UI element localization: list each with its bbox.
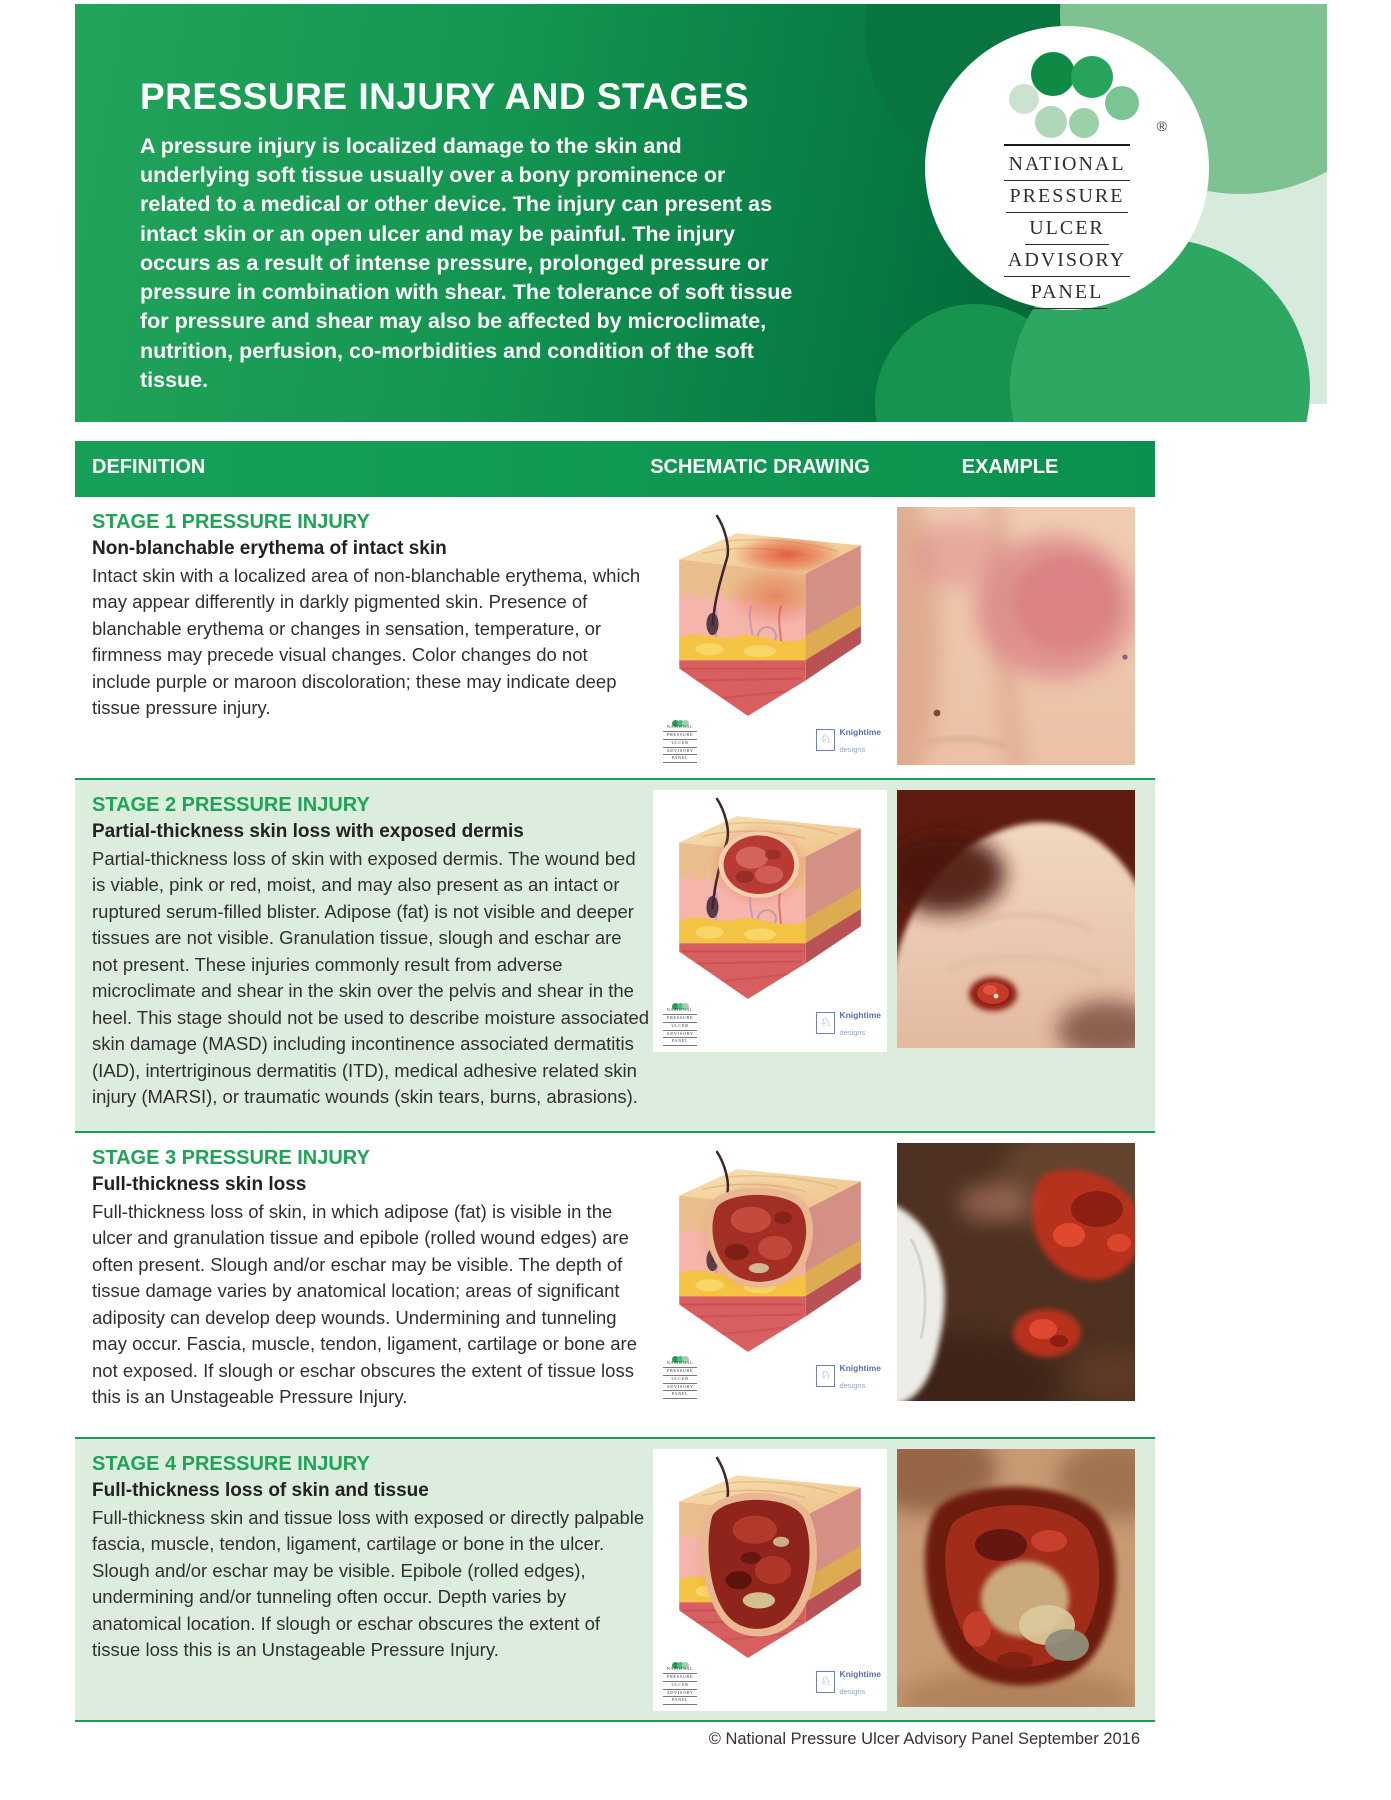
stage-2-section — [75, 778, 1155, 1133]
stage-2-body: Partial-thickness loss of skin with exposed dermis. The wound bed is viable, pink or red, moist, and may also present as an intact or ruptured serum-filled blister. Adipose (fat) is not visible and deeper tissues are not visible. Granulation tissue, slough and eschar are not present. These injuries commonly result from adverse microclimate and shear in the skin over the pelvis and shear in the heel. This stage should not be used to describe moisture associated skin damage (MASD) including incontinence associated dermatitis (IAD), intertriginous dermatitis (ITD), medical adhesive related skin injury (MARSI), or traumatic wounds (skin tears, burns, abrasions). — [92, 848, 650, 1108]
stage-3-body: Full-thickness loss of skin, in which adipose (fat) is visible in the ulcer and granulation tissue and epibole (rolled wound edges) are often present. Slough and/or eschar may be visible. The depth of tissue damage varies by anatomical location; areas of significant adiposity can develop deep wounds. Undermining and tunneling may occur. Fascia, muscle, tendon, ligament, cartilage or bone are not exposed. If slough or eschar obscures the extent of tissue loss this is an Unstageable Pressure Injury. — [92, 1201, 637, 1408]
npuap-watermark: NATIONAL PRESSURE ULCER ADVISORY PANEL — [655, 1656, 705, 1705]
stage-2-example-photo — [897, 790, 1135, 1048]
npuap-logo-circles-icon — [1009, 52, 1139, 144]
knightime-icon: ♘ — [816, 1012, 835, 1034]
stage-1-schematic-drawing — [653, 507, 887, 727]
stage-1-section — [75, 497, 1155, 778]
npuap-watermark: NATIONAL PRESSURE ULCER ADVISORY PANEL — [655, 714, 705, 763]
npuap-watermark: NATIONAL PRESSURE ULCER ADVISORY PANEL — [655, 997, 705, 1046]
knightime-icon: ♘ — [816, 1671, 835, 1693]
npuap-logo-text: NATIONAL PRESSURE ULCER ADVISORY PANEL — [925, 144, 1209, 309]
stage-2-definition — [92, 794, 650, 1111]
stage-4-subheading: Full-thickness loss of skin and tissue — [92, 1480, 429, 1501]
stage-3-example-photo — [897, 1143, 1135, 1401]
stage-3-schematic — [653, 1143, 887, 1405]
stage-4-heading: STAGE 4 PRESSURE INJURY — [92, 1453, 370, 1475]
column-example: EXAMPLE — [961, 456, 1059, 478]
page-title: PRESSURE INJURY AND STAGES — [140, 76, 750, 117]
knightime-icon: ♘ — [816, 1365, 835, 1387]
stage-4-body: Full-thickness skin and tissue loss with exposed or directly palpable fascia, muscle, tendon, ligament, cartilage or bone in the ulcer. Slough and/or eschar may be visible. Epibole (rolled edges), undermining and/or tunneling often occur. Depth varies by anatomical location. If slough or eschar obscures the extent of tissue loss this is an Unstageable Pressure Injury. — [92, 1507, 645, 1661]
registered-mark: ® — [1156, 118, 1167, 134]
stage-2-subheading: Partial-thickness skin loss with exposed dermis — [92, 821, 524, 842]
stage-4-schematic — [653, 1449, 887, 1711]
table-header-bar — [75, 441, 1155, 497]
stage-1-example-photo — [897, 507, 1135, 765]
knightime-watermark: ♘ Knightime designs — [816, 1665, 881, 1699]
stage-1-schematic — [653, 507, 887, 769]
stage-2-schematic-drawing — [653, 790, 887, 1010]
knightime-icon: ♘ — [816, 729, 835, 751]
stage-1-heading: STAGE 1 PRESSURE INJURY — [92, 511, 370, 533]
knightime-watermark: ♘ Knightime designs — [816, 1006, 881, 1040]
stage-3-schematic-drawing — [653, 1143, 887, 1363]
stage-3-section — [75, 1133, 1155, 1437]
stage-2-heading: STAGE 2 PRESSURE INJURY — [92, 794, 370, 816]
intro-paragraph: A pressure injury is localized damage to the skin and underlying soft tissue usually over a bony prominence or related to a medical or other device. The injury can present as intact skin or an open ulcer and may be painful. The injury occurs as a result of intense pressure, prolonged pressure or pressure in combination with shear. The tolerance of soft tissue for pressure and shear may also be affected by microclimate, nutrition, perfusion, co-morbidities and condition of the soft tissue. — [140, 134, 793, 392]
copyright-footer: © National Pressure Ulcer Advisory Panel September 2016 — [708, 1730, 1140, 1748]
stage-3-subheading: Full-thickness skin loss — [92, 1174, 307, 1195]
stage-4-section — [75, 1437, 1155, 1722]
stage-1-subheading: Non-blanchable erythema of intact skin — [92, 538, 447, 559]
column-schematic-drawing: SCHEMATIC DRAWING — [650, 456, 870, 478]
page-header — [75, 4, 1327, 422]
npuap-logo — [925, 26, 1209, 310]
stage-2-schematic — [653, 790, 887, 1052]
stage-1-body: Intact skin with a localized area of non-blanchable erythema, which may appear differently in darkly pigmented skin. Presence of blanchable erythema or changes in sensation, temperature, or firmness may precede visual changes. Color changes do not include purple or maroon discoloration; these may indicate deep tissue pressure injury. — [92, 565, 641, 719]
knightime-watermark: ♘ Knightime designs — [816, 1359, 881, 1393]
stage-3-heading: STAGE 3 PRESSURE INJURY — [92, 1147, 370, 1169]
stage-4-definition — [92, 1453, 650, 1664]
npuap-watermark: NATIONAL PRESSURE ULCER ADVISORY PANEL — [655, 1350, 705, 1399]
stage-3-definition — [92, 1147, 650, 1411]
stage-4-example-photo — [897, 1449, 1135, 1707]
column-definition: DEFINITION — [92, 456, 206, 478]
knightime-watermark: ♘ Knightime designs — [816, 723, 881, 757]
stage-4-schematic-drawing — [653, 1449, 887, 1669]
stage-1-definition — [92, 511, 650, 722]
